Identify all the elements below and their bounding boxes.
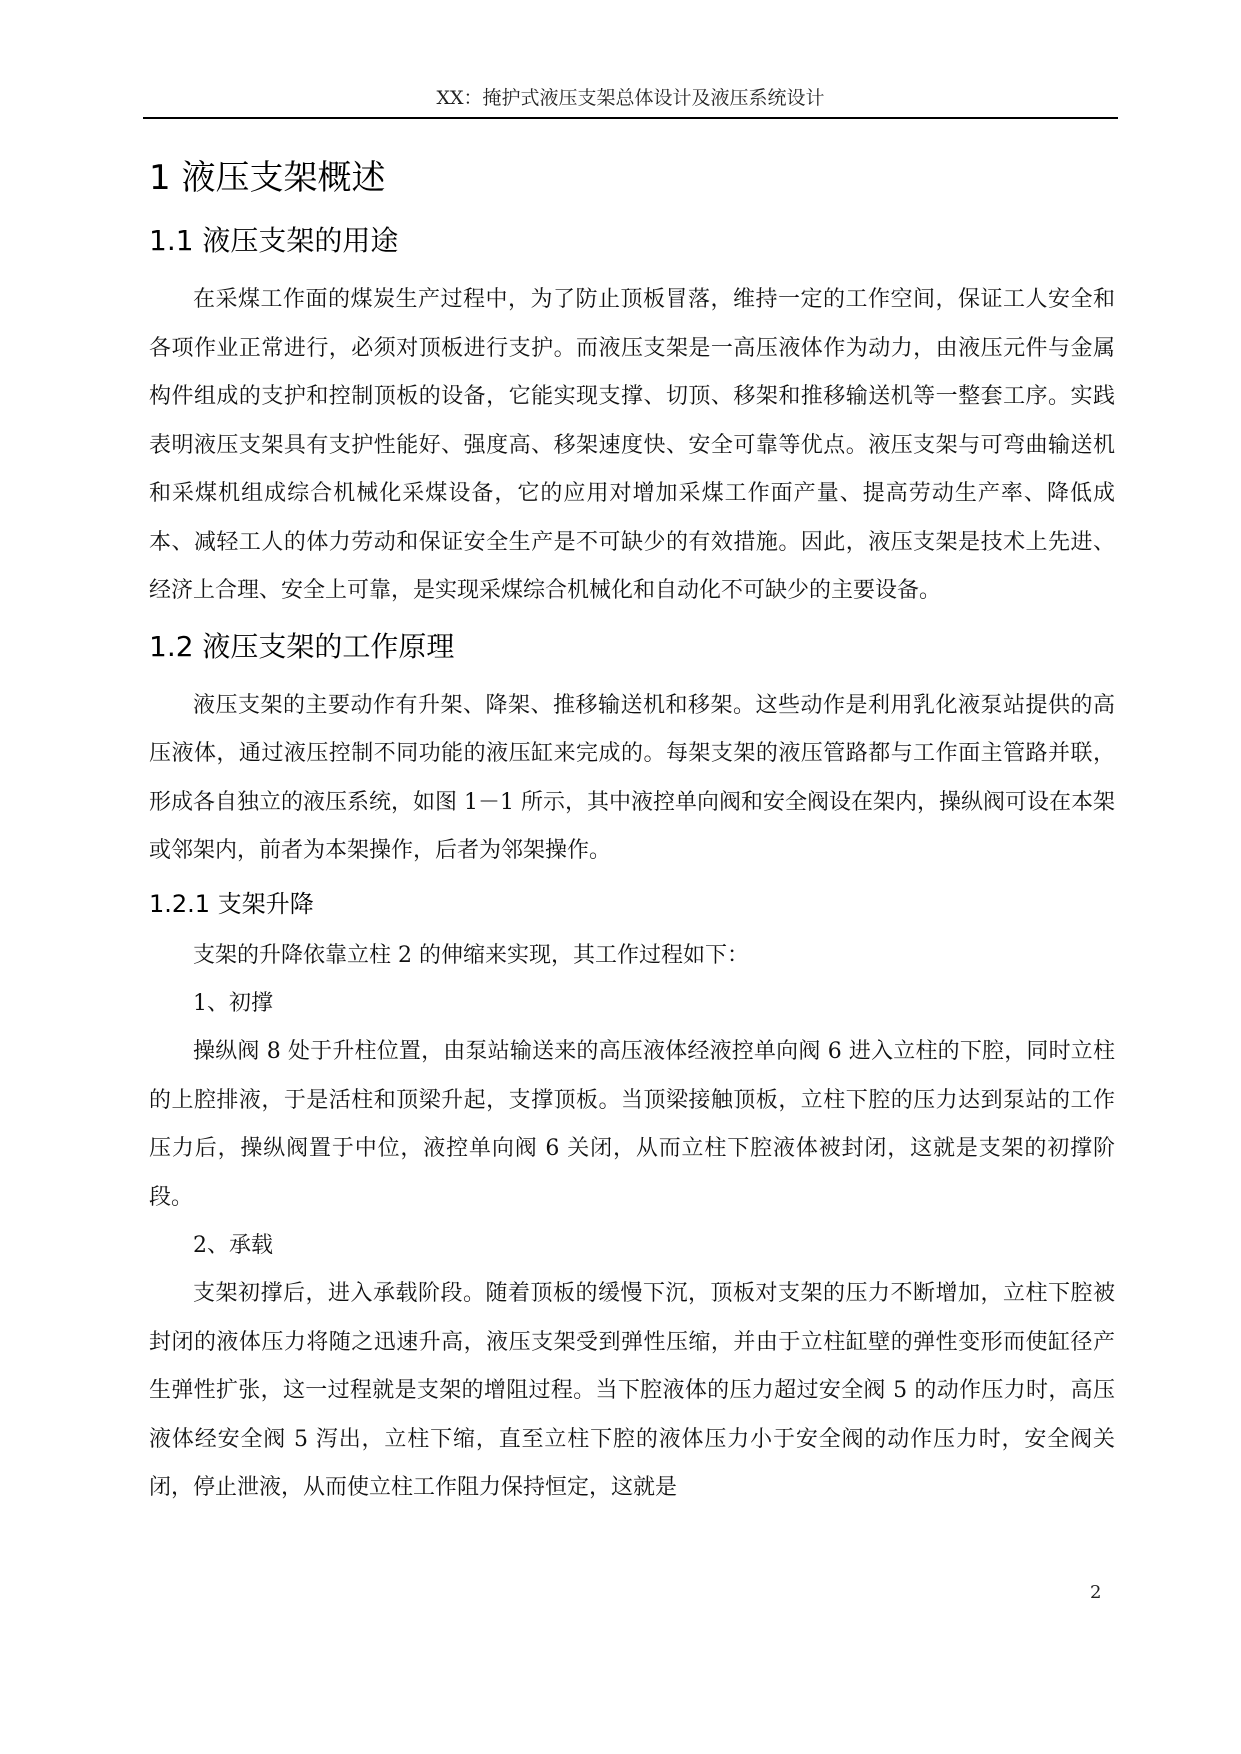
item-paragraph-load-bearing: 支架初撑后，进入承载阶段。随着顶板的缓慢下沉，顶板对支架的压力不断增加，立柱下腔被封闭的液体压力将随之迅速升高，液压支架受到弹性压缩，并由于立柱缸壁的弹性变形而使缸径产生弹性扩张，这一过程就是支架的增阻过程。当下腔液体的压力超过安全阀 5 的动作压力时，高压液体经安全阀 5 泻出，立柱下缩，直至立柱下腔的液体压力小于安全阀的动作压力时，安全阀关闭，停止泄液，从而使立柱工作阻力保持恒定，这就是: [149, 1281, 1115, 1500]
item-paragraph-initial-support: 操纵阀 8 处于升柱位置，由泵站输送来的高压液体经液控单向阀 6 进入立柱的下腔，同时立柱的上腔排液，于是活柱和顶梁升起，支撑顶板。当顶梁接触顶板，立柱下腔的压力达到泵站的工作压力后，操纵阀置于中位，液控单向阀 6 关闭，从而立柱下腔液体被封闭，这就是支架的初撑阶段。: [149, 1039, 1115, 1210]
section-1-1-paragraph: 在采煤工作面的煤炭生产过程中，为了防止顶板冒落，维持一定的工作空间，保证工人安全和各项作业正常进行，必须对顶板进行支护。而液压支架是一高压液体作为动力，由液压元件与金属构件组成的支护和控制顶板的设备，它能实现支撑、切顶、移架和推移输送机等一整套工序。实践表明液压支架具有支护性能好、强度高、移架速度快、安全可靠等优点。液压支架与可弯曲输送机和采煤机组成综合机械化采煤设备，它的应用对增加采煤工作面产量、提高劳动生产率、降低成本、减轻工人的体力劳动和保证安全生产是不可缺少的有效措施。因此，液压支架是技术上先进、经济上合理、安全上可靠，是实现采煤综合机械化和自动化不可缺少的主要设备。: [149, 287, 1115, 603]
item-label-load-bearing: 2、承载: [193, 1233, 273, 1258]
header-rule: [143, 117, 1118, 119]
section-title-1-1: 1.1 液压支架的用途: [149, 224, 399, 257]
chapter-title: 1 液压支架概述: [149, 158, 386, 198]
section-title-1-2: 1.2 液压支架的工作原理: [149, 629, 455, 663]
subsection-intro: 支架的升降依靠立柱 2 的伸缩来实现，其工作过程如下：: [193, 942, 749, 968]
subsection-title-1-2-1: 1.2.1 支架升降: [149, 889, 314, 918]
section-1-2-paragraph: 液压支架的主要动作有升架、降架、推移输送机和移架。这些动作是利用乳化液泵站提供的高压液体，通过液压控制不同功能的液压缸来完成的。每架支架的液压管路都与工作面主管路并联，形成各自独立的液压系统，如图 1－1 所示，其中液控单向阀和安全阀设在架内，操纵阀可设在本架或邻架内，前者为本架操作，后者为邻架操作。: [149, 692, 1115, 863]
page-number: 2: [1090, 1582, 1102, 1603]
running-header: XX：掩护式液压支架总体设计及液压系统设计: [436, 87, 825, 109]
page-body: [149, 148, 1115, 1513]
item-label-initial-support: 1、初撑: [193, 991, 273, 1016]
